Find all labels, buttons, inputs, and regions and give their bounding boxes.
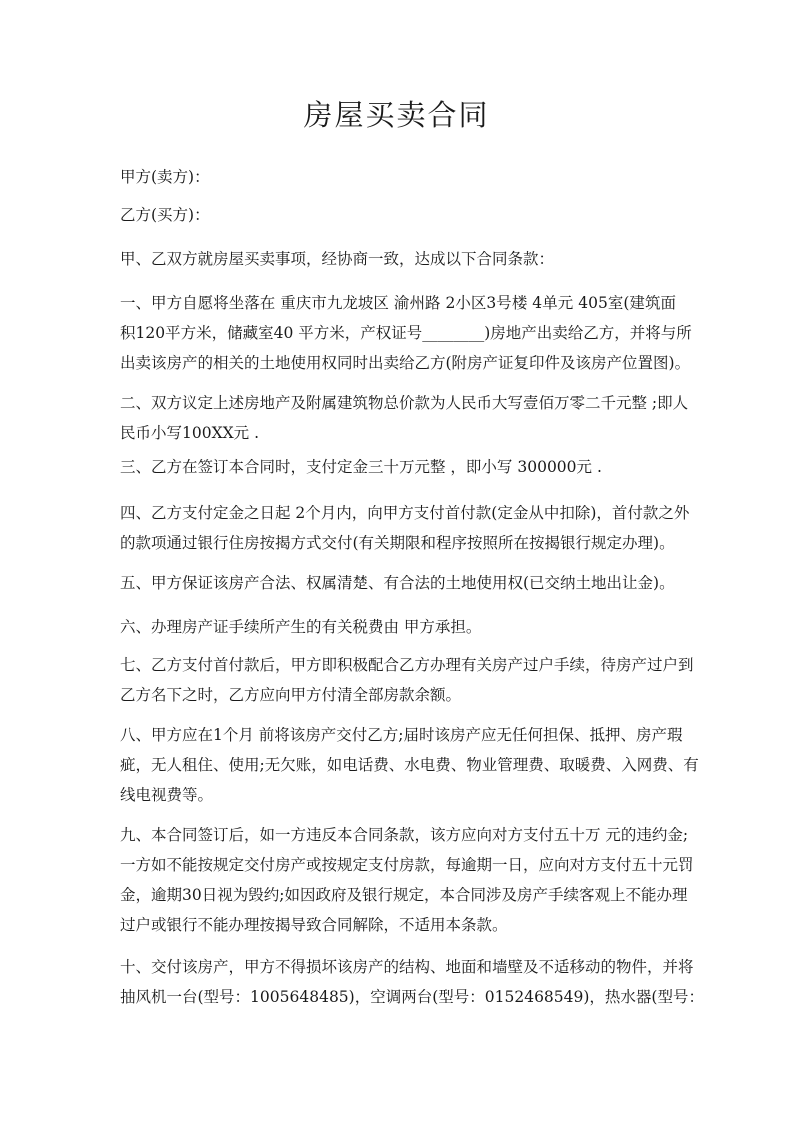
paragraph-line: 八、甲方应在1个月 前将该房产交付乙方;届时该房产应无任何担保、抵押、房产瑕	[120, 726, 683, 744]
paragraph	[120, 200, 676, 230]
paragraph	[120, 720, 699, 810]
paragraph-line: 甲方(卖方)：	[120, 168, 210, 186]
paragraph-line: 甲、乙双方就房屋买卖事项，经协商一致，达成以下合同条款：	[120, 250, 555, 268]
paragraph-line: 五、甲方保证该房产合法、权属清楚、有合法的土地使用权(已交纳土地出让金)。	[120, 574, 675, 592]
paragraph-line: 四、乙方支付定金之日起 2个月内，向甲方支付首付款(定金从中扣除)，首付款之外	[120, 504, 690, 522]
paragraph	[120, 952, 704, 1012]
paragraph-line: 金，逾期30日视为毁约;如因政府及银行规定，本合同涉及房产手续客观上不能办理	[120, 886, 688, 904]
paragraph-line: 过户或银行不能办理按揭导致合同解除，不适用本条款。	[120, 916, 508, 934]
paragraph-line: 的款项通过银行住房按揭方式交付(有关期限和程序按照所在按揭银行规定办理)。	[120, 534, 675, 552]
paragraph	[120, 612, 676, 642]
paragraph	[120, 568, 676, 598]
paragraph-line: 抽风机一台(型号：1005648485)，空调两台(型号：0152468549)，热水器(型号：	[120, 988, 704, 1006]
paragraph-line: 积120平方米，储藏室40 平方米，产权证号________)房地产出卖给乙方，并将与所	[120, 324, 692, 342]
paragraph-line: 九、本合同签订后，如一方违反本合同条款，该方应向对方支付五十万 元的违约金;	[120, 826, 689, 844]
document-title: 房屋买卖合同	[303, 98, 490, 132]
paragraph-line: 七、乙方支付首付款后，甲方即积极配合乙方办理有关房产过户手续，待房产过户到	[120, 656, 694, 674]
paragraph	[120, 498, 690, 558]
paragraph	[120, 288, 692, 378]
paragraph-line: 民币小写100XX元 .	[120, 424, 260, 442]
paragraph-line: 乙方名下之时，乙方应向甲方付清全部房款余额。	[120, 686, 462, 704]
paragraph-line: 六、办理房产证手续所产生的有关税费由 甲方承担。	[120, 618, 482, 636]
paragraph	[120, 820, 694, 940]
paragraph	[120, 162, 676, 192]
paragraph	[120, 388, 689, 448]
paragraph-line: 三、乙方在签订本合同时，支付定金三十万元整 ，即小写 300000元 .	[120, 458, 602, 476]
paragraph	[120, 244, 676, 274]
paragraph-line: 一方如不能按规定交付房产或按规定支付房款，每逾期一日，应向对方支付五十元罚	[120, 856, 694, 874]
paragraph-line: 疵，无人租住、使用;无欠账，如电话费、水电费、物业管理费、取暖费、入网费、有	[120, 756, 699, 774]
paragraph	[120, 650, 694, 710]
paragraph-line: 二、双方议定上述房地产及附属建筑物总价款为人民币大写壹佰万零二千元整 ;即人	[120, 394, 689, 412]
paragraph	[120, 452, 676, 482]
paragraph-line: 出卖该房产的相关的土地使用权同时出卖给乙方(附房产证复印件及该房产位置图)。	[120, 354, 691, 372]
paragraph-line: 乙方(买方)：	[120, 206, 210, 224]
paragraph-line: 十、交付该房产，甲方不得损坏该房产的结构、地面和墙壁及不适移动的物件，并将	[120, 958, 694, 976]
paragraph-line: 线电视费等。	[120, 786, 214, 804]
paragraph-line: 一、甲方自愿将坐落在 重庆市九龙坡区 渝州路 2小区3号楼 4单元 405室(建筑面	[120, 294, 676, 312]
